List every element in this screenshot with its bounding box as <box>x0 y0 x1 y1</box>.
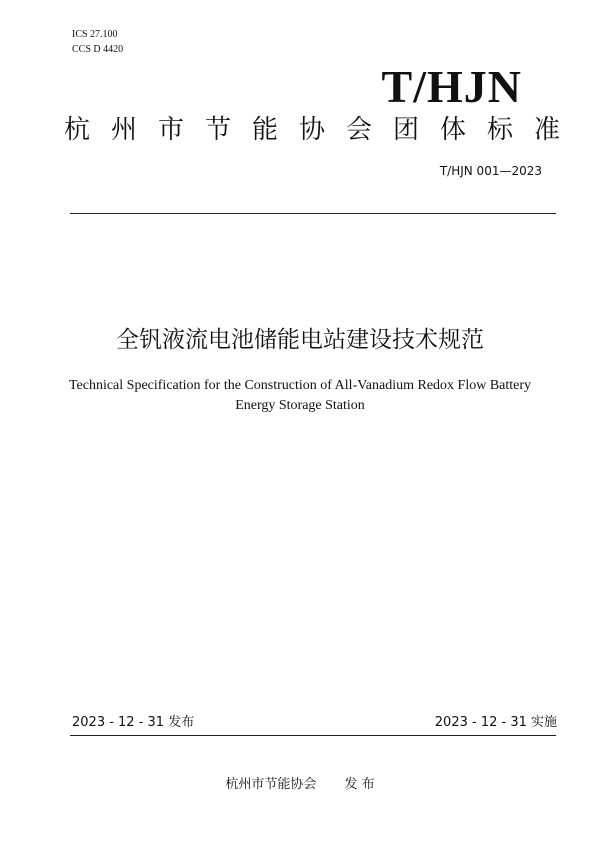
standard-number: T/HJN 001—2023 <box>439 164 542 178</box>
top-divider <box>70 213 556 214</box>
ics-code: ICS 27.100 <box>72 29 118 40</box>
publisher-name: 杭州市节能协会 <box>225 777 317 792</box>
document-title-english-line2: Energy Storage Station <box>235 398 365 413</box>
organization-mark: T/HJN <box>381 61 522 112</box>
bottom-divider <box>70 735 556 736</box>
document-title-chinese: 全钒液流电池储能电站建设技术规范 <box>116 327 484 353</box>
issue-date: 2023 - 12 - 31 发布 <box>72 715 195 730</box>
document-title-english-line1: Technical Specification for the Construction of All-Vanadium Redox Flow Battery <box>68 378 532 393</box>
publish-action: 发 布 <box>344 777 375 792</box>
implementation-date: 2023 - 12 - 31 实施 <box>434 715 557 730</box>
publisher-line <box>0 776 600 794</box>
standard-type-heading: 杭州市节能协会团体标准 <box>64 115 582 145</box>
ccs-code: CCS D 4420 <box>72 44 124 55</box>
